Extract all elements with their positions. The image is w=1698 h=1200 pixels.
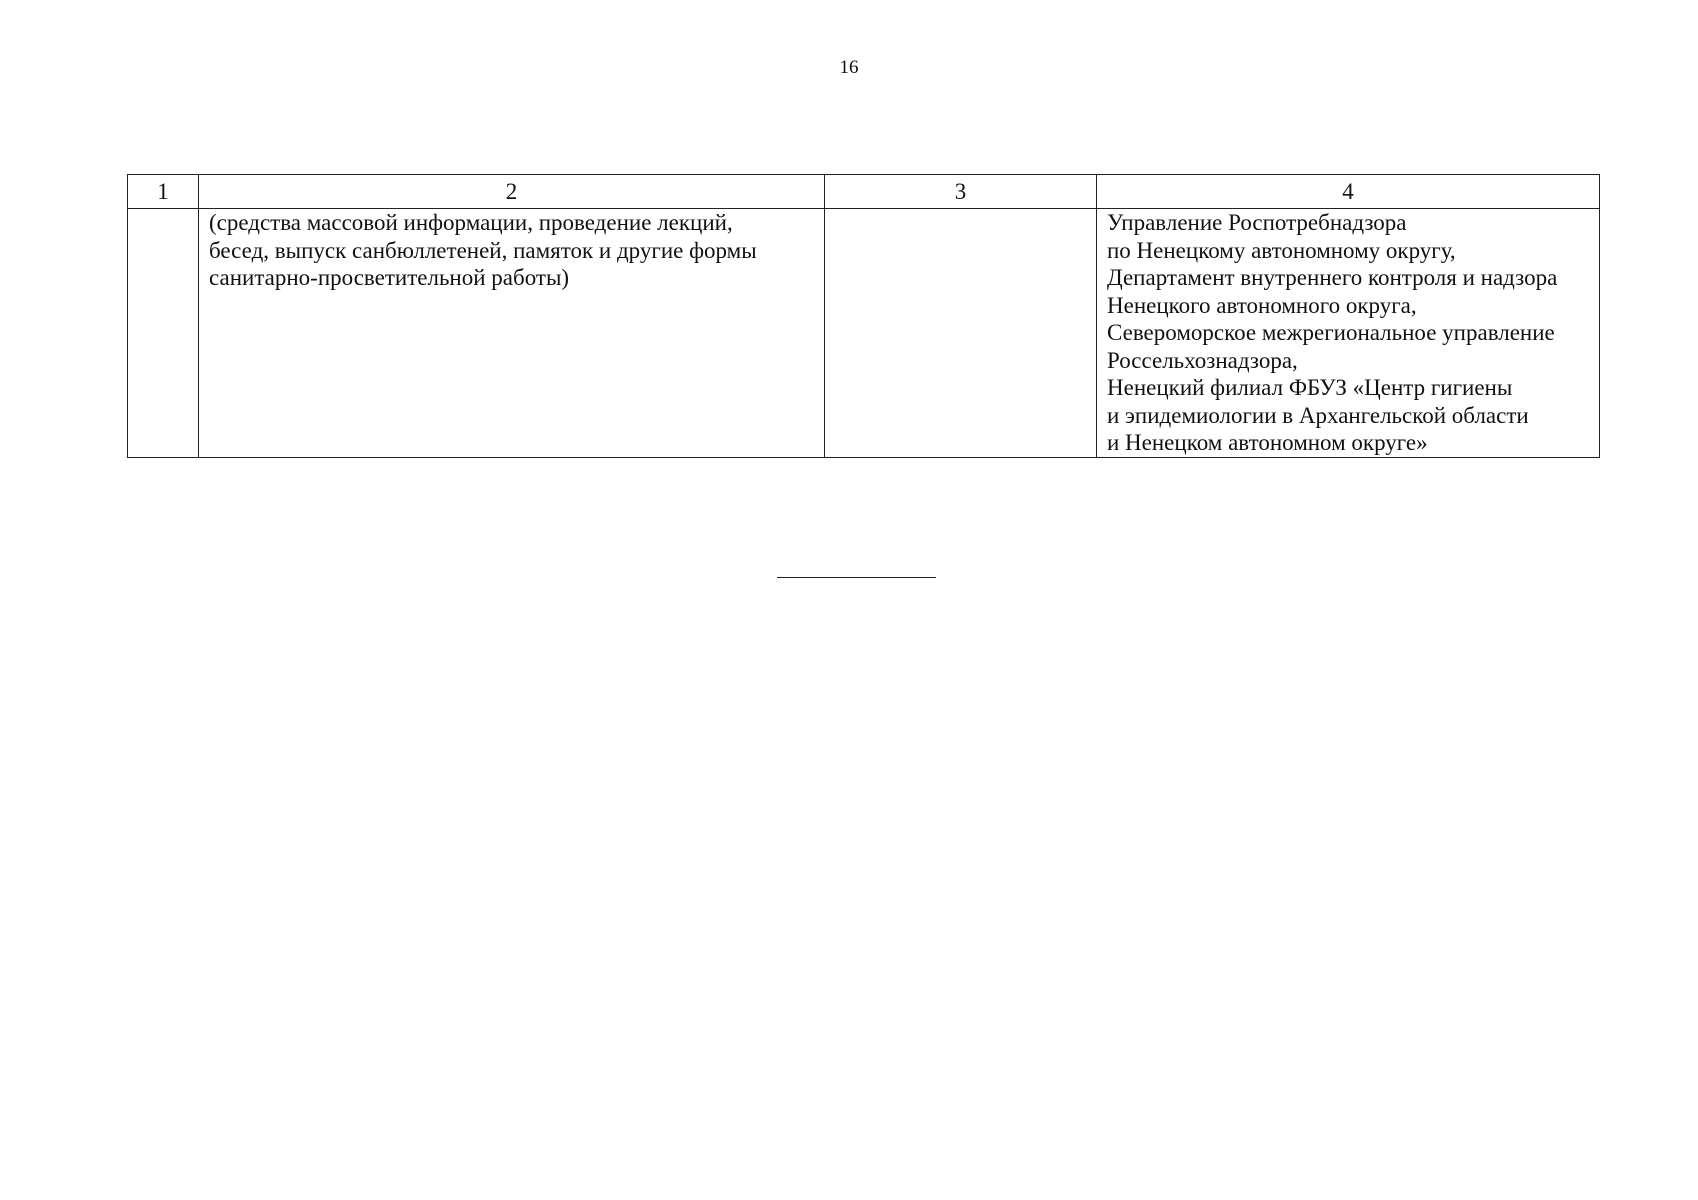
col-4-line: и эпидемиологии в Архангельской области [1107,402,1529,428]
col-4-line: Департамент внутреннего контроля и надзора [1107,265,1558,290]
header-col-3: 3 [825,175,1097,209]
cell-col-4 [1097,209,1600,458]
header-col-2: 2 [199,175,825,209]
end-of-document-rule [777,577,936,578]
cell-col-2 [199,209,825,458]
col-4-line: Ненецкого автономного округа, [1107,292,1417,318]
col-4-line: Североморское межрегиональное управление [1107,320,1555,345]
cell-col-3 [825,209,1097,458]
col-4-line: Россельхознадзора, [1107,347,1298,373]
document-table [127,174,1600,458]
col-4-line: и Ненецком автономном округе» [1107,430,1428,455]
col-2-text [209,209,814,292]
col-2-line: санитарно-просветительной работы) [209,265,570,290]
col-4-text [1107,209,1589,457]
table-row [128,209,1600,458]
col-4-line: по Ненецкому автономному округу, [1107,237,1456,263]
col-2-line: (средства массовой информации, проведение лекций, [209,210,733,235]
col-4-line: Ненецкий филиал ФБУЗ «Центр гигиены [1107,375,1513,400]
col-4-line: Управление Роспотребнадзора [1107,210,1407,235]
cell-col-1 [128,209,199,458]
col-2-line: бесед, выпуск санбюллетеней, памяток и другие формы [209,237,757,263]
header-col-1: 1 [128,175,199,209]
table-header-row [128,175,1600,209]
header-col-4: 4 [1097,175,1600,209]
page-number: 16 [839,57,859,78]
